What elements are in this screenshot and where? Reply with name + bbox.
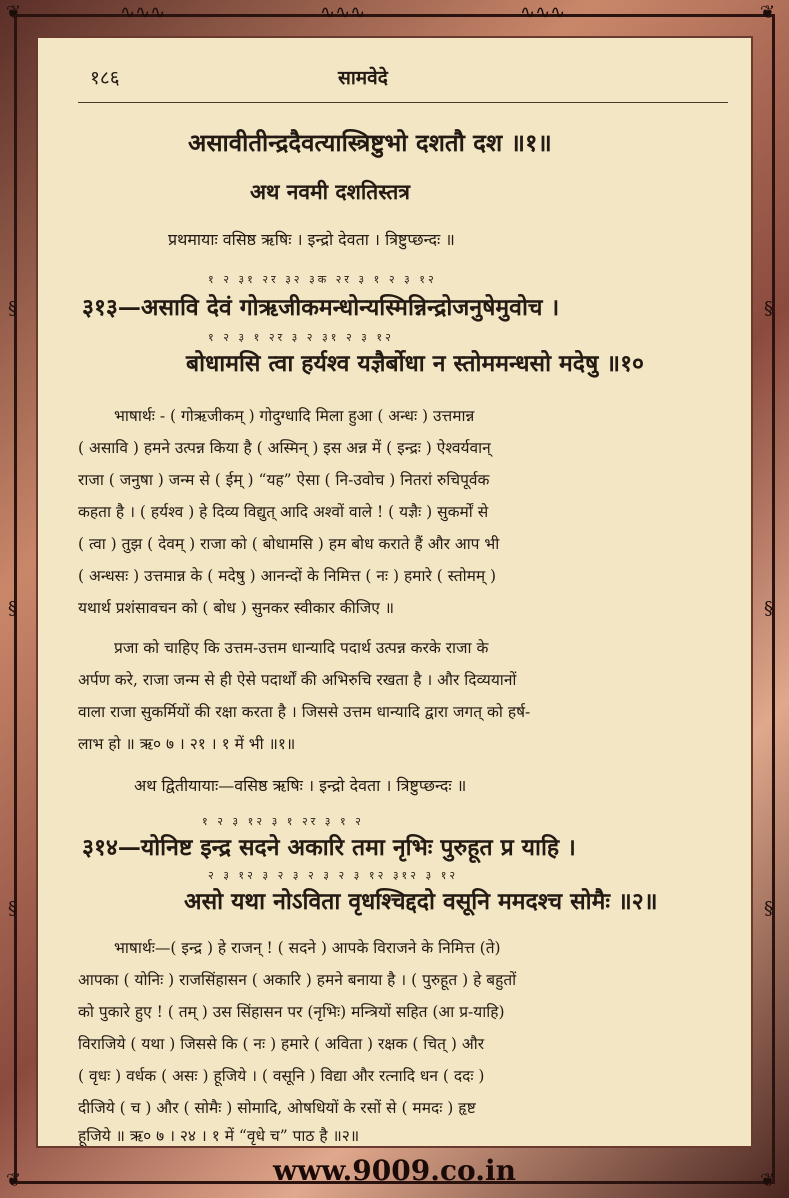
meaning-line: भाषार्थः—( इन्द्र ) हे राजन् ! ( सदने ) आपके विराजने के निमित्त (ते) [114,939,501,957]
meaning-line: ( त्वा ) तुझ ( देवम् ) राजा को ( बोधामसि ) हम बोध कराते हैं और आप भी [78,535,500,553]
page-number: १८६ [90,67,120,89]
meaning-line: हूजिये ॥ ऋ० ७ । २४ । १ में “वृधे च” पाठ है ॥२॥ [78,1127,360,1145]
swirl-ornament-icon: § [8,898,17,919]
book-title: सामवेदे [338,67,388,89]
meaning-line: दीजिये ( च ) और ( सोमैः ) सोमादि, ओषधियों के रसों से ( ममदः ) हृष्ट [78,1099,476,1117]
meaning-line: ( असावि ) हमने उत्पन्न किया है ( अस्मिन् ) इस अन्न में ( इन्द्रः ) ऐश्वर्यवान् [78,439,491,457]
swirl-ornament-icon: § [8,598,17,619]
swirl-ornament-icon: § [8,298,17,319]
verse-314-line-1: ३१४—योनिष्ट इन्द्र सदने अकारि तमा नृभिः पुरुहूत प्र याहि । [82,834,576,861]
swirl-ornament-icon: ∿∿∿ [320,2,366,23]
verse-313-line-1: ३१३—असावि देवं गोऋजीकमन्धोन्यस्मिन्निन्द्रोजनुषेमुवोच । [82,294,560,321]
header-rule [78,102,728,103]
section-title: अथ नवमी दशतिस्तत्र [250,179,410,204]
verse-313-line-2: बोधामसि त्वा हर्यश्व यज्ञैर्बोधा न स्तोममन्धसो मदेषु ॥१० [186,350,644,377]
invocation-2: अथ द्वितीयायाः—वसिष्ठ ऋषिः । इन्द्रो देवता । त्रिष्टुप्छन्दः ॥ [134,776,467,795]
meaning-line: राजा ( जनुषा ) जन्म से ( ईम् ) “यह” ऐसा ( नि-उवोच ) नितरां रुचिपूर्वक [78,471,490,489]
swirl-ornament-icon: ❦ [760,2,776,23]
meaning-line: को पुकारे हुए ! ( तम् ) उस सिंहासन पर (नृभिः) मन्त्रियों सहित (आ प्र-याहि) [78,1003,505,1021]
meaning-line: आपका ( योनिः ) राजसिंहासन ( अकारि ) हमने बनाया है । ( पुरुहूत ) हे बहुतों [78,971,517,989]
meaning-line: ( वृधः ) वर्धक ( असः ) हूजिये । ( वसूनि ) विद्या और रत्नादि धन ( ददः ) [78,1067,485,1085]
swirl-ornament-icon: § [764,898,773,919]
meaning-line: कहता है । ( हर्यश्व ) हे दिव्य विद्युत् आदि अश्वों वाले ! ( यज्ञैः ) सुकर्मों से [78,503,489,521]
swirl-ornament-icon: ❦ [760,1170,776,1191]
swirl-ornament-icon: ∿∿∿ [120,2,166,23]
swirl-ornament-icon: § [764,598,773,619]
scanned-page [36,36,753,1148]
commentary-line: वाला राजा सुकर्मियों की रक्षा करता है । जिससे उत्तम धान्यादि द्वारा जगत् को हर्ष- [78,703,531,721]
verse-313-accent-2: १ २ ३ १ २र ३ २ ३१ २ ३ १२ [208,331,394,344]
verse-313-accent-1: १ २ ३१ २र ३२ ३क २र ३ १ २ ३ १२ [208,273,437,286]
meaning-line: यथार्थ प्रशंसावचन को ( बोध ) सुनकर स्वीकार कीजिए ॥ [78,599,395,617]
swirl-ornament-icon: § [764,298,773,319]
meaning-line: विराजिये ( यथा ) जिससे कि ( नः ) हमारे ( अविता ) रक्षक ( चित् ) और [78,1035,485,1053]
swirl-ornament-icon: ❦ [6,1170,22,1191]
swirl-ornament-icon: ∿∿∿ [520,2,566,23]
verse-314-accent-2: २ ३ १२ ३ २ ३ २ ३ २ ३ १२ ३१२ ३ १२ [208,869,459,882]
commentary-line: प्रजा को चाहिए कि उत्तम-उत्तम धान्यादि पदार्थ उत्पन्न करके राजा के [114,639,489,657]
invocation-1: प्रथमायाः वसिष्ठ ऋषिः । इन्द्रो देवता । त्रिष्टुप्छन्दः ॥ [168,230,455,249]
meaning-line: ( अन्धसः ) उत्तमान्न के ( मदेषु ) आनन्दों के निमित्त ( नः ) हमारे ( स्तोमम् ) [78,567,497,585]
commentary-line: लाभ हो ॥ ऋ० ७ । २१ । १ में भी ॥१॥ [78,735,296,753]
footer-url[interactable]: www.9009.co.in [273,1154,516,1187]
verse-314-accent-1: १ २ ३ १२ ३ १ २र ३ १ २ [202,815,364,828]
verse-314-line-2: असो यथा नोऽविता वृधश्चिद्ददो वसूनि ममदश्च सोमैः ॥२॥ [184,888,658,915]
commentary-line: अर्पण करे, राजा जन्म से ही ऐसे पदार्थों की अभिरुचि रखता है । और दिव्ययानों [78,671,517,689]
meaning-line: भाषार्थः - ( गोऋजीकम् ) गोदुग्धादि मिला हुआ ( अन्धः ) उत्तमान्न [114,407,475,425]
summary-line: असावीतीन्द्रदैवत्यास्त्रिष्टुभो दशतौ दश ॥१॥ [188,128,552,157]
swirl-ornament-icon: ❦ [6,2,22,23]
